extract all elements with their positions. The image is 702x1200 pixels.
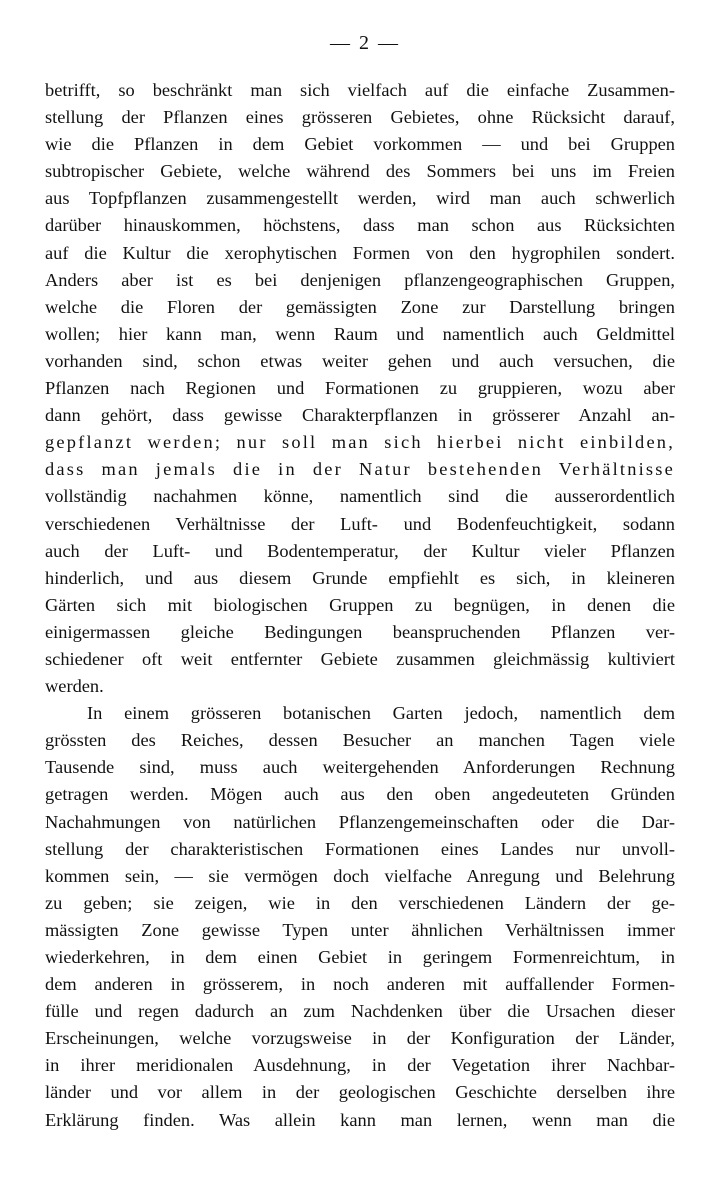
- text-line: darüber hinauskommen, höchstens, dass man schon aus Rücksichten: [45, 215, 675, 236]
- text-line: Gärten sich mit biologischen Gruppen zu begnügen, in denen die: [45, 594, 675, 615]
- text-line: Nachahmungen von natürlichen Pflanzengemeinschaften oder die Dar-: [45, 811, 675, 832]
- text-line: mässigten Zone gewisse Typen unter ähnlichen Verhältnissen immer: [45, 919, 675, 940]
- text-line: getragen werden. Mögen auch aus den oben angedeuteten Gründen: [45, 784, 675, 805]
- text-line: kommen sein, — sie vermögen doch vielfache Anregung und Belehrung: [45, 865, 675, 886]
- text-line: Tausende sind, muss auch weitergehenden Anforderungen Rechnung: [45, 757, 675, 778]
- text-line: länder und vor allem in der geologischen Geschichte derselben ihre: [45, 1082, 675, 1103]
- text-line: wiederkehren, in dem einen Gebiet in geringem Formenreichtum, in: [45, 947, 675, 967]
- text-line: dass man jemals die in der Natur bestehenden Verhältnisse: [45, 459, 675, 480]
- page-number: — 2 —: [330, 32, 400, 54]
- text-line: grössten des Reiches, dessen Besucher an manchen Tagen viele: [45, 730, 675, 751]
- text-line: wollen; hier kann man, wenn Raum und namentlich auch Geldmittel: [45, 323, 675, 344]
- text-line: werden.: [45, 676, 104, 697]
- text-line: auf die Kultur die xerophytischen Formen von den hygrophilen sondert.: [45, 242, 675, 263]
- text-line: fülle und regen dadurch an zum Nachdenken über die Ursachen dieser: [45, 1001, 675, 1022]
- text-line: hinderlich, und aus diesem Grunde empfiehlt es sich, in kleineren: [45, 567, 675, 588]
- text-line: Erscheinungen, welche vorzugsweise in der Konfiguration der Länder,: [45, 1028, 675, 1049]
- text-line: welche die Floren der gemässigten Zone zur Darstellung bringen: [45, 296, 675, 317]
- text-line: Pflanzen nach Regionen und Formationen zu gruppieren, wozu aber: [45, 378, 675, 399]
- body-text: [45, 77, 675, 1134]
- text-line: gepflanzt werden; nur soll man sich hierbei nicht einbilden,: [45, 432, 675, 453]
- text-line: verschiedenen Verhältnisse der Luft- und Bodenfeuchtigkeit, sodann: [45, 513, 675, 534]
- text-line: aus Topfpflanzen zusammengestellt werden, wird man auch schwerlich: [45, 188, 675, 209]
- text-line: vorhanden sind, schon etwas weiter gehen und auch versuchen, die: [45, 350, 675, 371]
- text-line: In einem grösseren botanischen Garten jedoch, namentlich dem: [87, 703, 675, 724]
- text-line: einigermassen gleiche Bedingungen beanspruchenden Pflanzen ver-: [45, 621, 675, 642]
- text-line: stellung der charakteristischen Formationen eines Landes nur unvoll-: [45, 838, 675, 859]
- text-line: auch der Luft- und Bodentemperatur, der Kultur vieler Pflanzen: [45, 540, 675, 561]
- text-line: zu geben; sie zeigen, wie in den verschiedenen Ländern der ge-: [45, 892, 675, 913]
- text-line: schiedener oft weit entfernter Gebiete zusammen gleichmässig kultiviert: [45, 648, 675, 669]
- text-line: vollständig nachahmen könne, namentlich sind die ausserordentlich: [45, 486, 675, 507]
- text-line: betrifft, so beschränkt man sich vielfach auf die einfache Zusammen-: [45, 80, 675, 100]
- text-line: dann gehört, dass gewisse Charakterpflanzen in grösserer Anzahl an-: [45, 405, 675, 426]
- text-line: stellung der Pflanzen eines grösseren Gebietes, ohne Rücksicht darauf,: [45, 107, 675, 128]
- text-line: wie die Pflanzen in dem Gebiet vorkommen — und bei Gruppen: [45, 134, 675, 155]
- text-line: in ihrer meridionalen Ausdehnung, in der Vegetation ihrer Nachbar-: [45, 1055, 675, 1076]
- text-line: dem anderen in grösserem, in noch anderen mit auffallender Formen-: [45, 974, 675, 995]
- text-line: Erklärung finden. Was allein kann man lernen, wenn man die: [45, 1109, 675, 1130]
- text-line: Anders aber ist es bei denjenigen pflanzengeographischen Gruppen,: [45, 269, 675, 290]
- text-line: subtropischer Gebiete, welche während des Sommers bei uns im Freien: [45, 161, 675, 182]
